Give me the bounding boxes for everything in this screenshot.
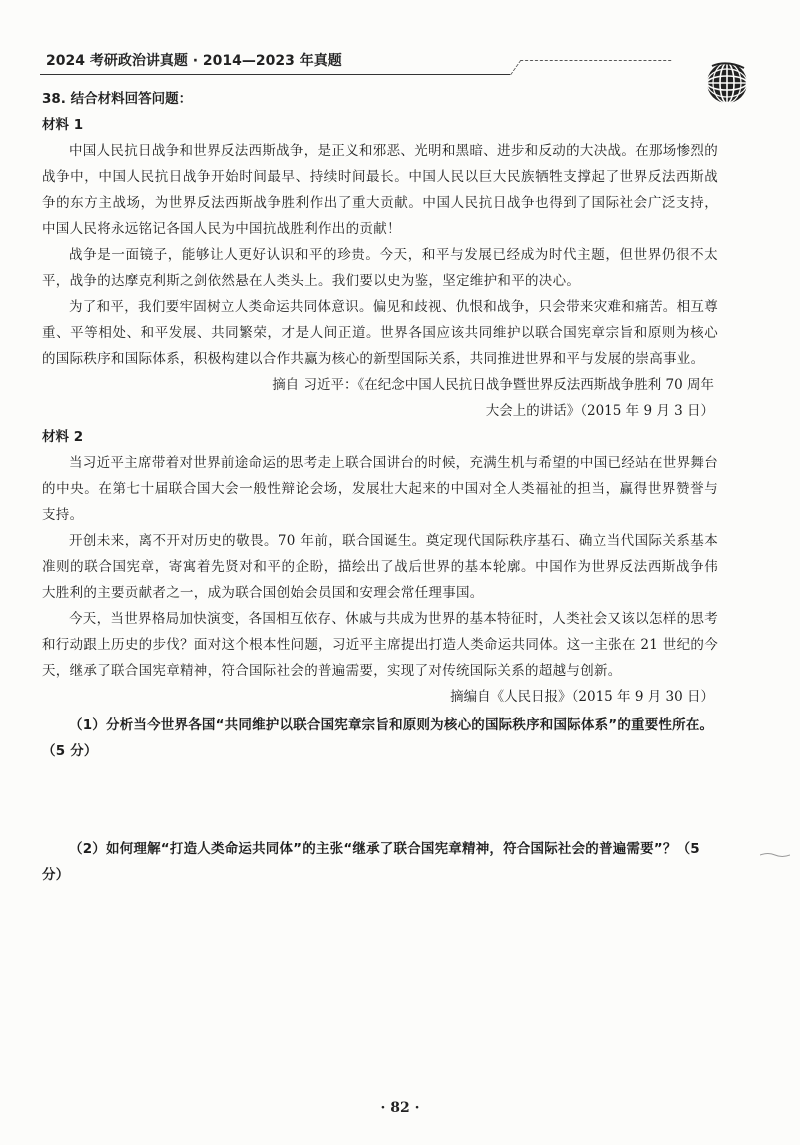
subquestion-1: （1）分析当今世界各国“共同维护以联合国宪章宗旨和原则为核心的国际秩序和国际体系”的重要性所在。（5 分） [42,717,714,759]
page-header [40,40,730,76]
material-1-label: 材料 1 [42,117,84,133]
material-1-paragraph: 战争是一面镜子，能够让人更好认识和平的珍贵。今天，和平与发展已经成为时代主题，但世界仍很不太平，战争的达摩克利斯之剑依然悬在人类头上。我们要以史为鉴，坚定维护和平的决心。 [42,247,718,289]
page-content [42,86,718,888]
material-2-label: 材料 2 [42,429,84,445]
material-2-source: 摘编自《人民日报》（2015 年 9 月 30 日） [450,689,714,705]
page-number: · 82 · [380,1100,420,1116]
question-title: 38. 结合材料回答问题： [42,91,193,107]
header-dashed-rule [510,60,672,75]
material-1-source: 大会上的讲话》（2015 年 9 月 3 日） [485,403,714,419]
material-1-source: 摘自 习近平：《在纪念中国人民抗日战争暨世界反法西斯战争胜利 70 周年 [272,377,714,393]
margin-scribble [760,852,790,858]
material-1-paragraph: 为了和平，我们要牢固树立人类命运共同体意识。偏见和歧视、仇恨和战争，只会带来灾难和痛苦。相互尊重、平等相处、和平发展、共同繁荣，才是人间正道。世界各国应该共同维护以联合国宪章宗旨和原则为核心的国际秩序和国际体系，积极构建以合作共赢为核心的新型国际关系，共同推进世界和平与发展的崇高事业。 [42,299,718,367]
material-2-paragraph: 开创未来，离不开对历史的敬畏。70 年前，联合国诞生。奠定现代国际秩序基石、确立当代国际关系基本准则的联合国宪章，寄寓着先贤对和平的企盼，描绘出了战后世界的基本轮廓。中国作为世界反法西斯战争伟大胜利的主要贡献者之一，成为联合国创始会员国和安理会常任理事国。 [42,533,718,601]
material-2-paragraph: 当习近平主席带着对世界前途命运的思考走上联合国讲台的时候，充满生机与希望的中国已经站在世界舞台的中央。在第七十届联合国大会一般性辩论会场，发展壮大起来的中国对全人类福祉的担当，赢得世界赞誉与支持。 [42,455,718,523]
material-1-paragraph: 中国人民抗日战争和世界反法西斯战争，是正义和邪恶、光明和黑暗、进步和反动的大决战。在那场惨烈的战争中，中国人民抗日战争开始时间最早、持续时间最长。中国人民以巨大民族牺牲支撑起了世界反法西斯战争的东方主战场，为世界反法西斯战争胜利作出了重大贡献。中国人民抗日战争也得到了国际社会广泛支持，中国人民将永远铭记各国人民为中国抗战胜利作出的贡献！ [42,143,718,237]
subquestion-2: （2）如何理解“打造人类命运共同体”的主张“继承了联合国宪章精神，符合国际社会的普遍需要”？（5 分） [42,841,700,883]
header-title: 2024 考研政治讲真题 · 2014—2023 年真题 [46,53,342,69]
header-rule [40,74,510,75]
material-2-paragraph: 今天，当世界格局加快演变，各国相互依存、休戚与共成为世界的基本特征时，人类社会又该以怎样的思考和行动跟上历史的步伐？面对这个根本性问题，习近平主席提出打造人类命运共同体。这一主张在 21 世纪的今天，继承了联合国宪章精神，符合国际社会的普遍需要，实现了对传统国际关系的超越与创新。 [42,611,718,679]
